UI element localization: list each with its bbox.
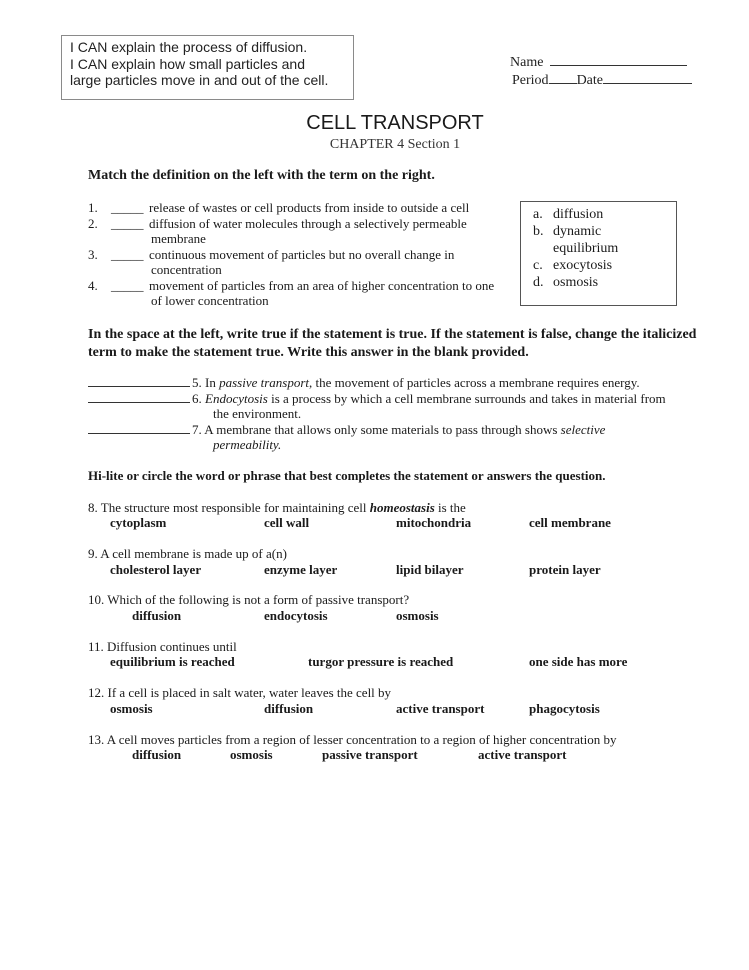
- name-row: [510, 53, 692, 71]
- answer-option[interactable]: cytoplasm: [110, 515, 167, 530]
- italic-term: passive transport: [219, 375, 310, 390]
- name-field[interactable]: [550, 53, 687, 66]
- emphasized-term: homeostasis: [369, 500, 435, 515]
- tf-item: [88, 391, 708, 422]
- answer-option[interactable]: active transport: [396, 701, 485, 716]
- period-label: Period: [512, 73, 549, 88]
- term-letter: d.: [533, 275, 544, 290]
- matching-definitions: [88, 200, 518, 309]
- multiple-choice-instruction: Hi-lite or circle the word or phrase that best completes the statement or answers the question.: [88, 468, 606, 483]
- terms-box: [520, 201, 677, 306]
- stem-text: is the: [434, 500, 466, 515]
- statement-text: A membrane that allows only some materials to pass through shows: [201, 421, 561, 437]
- answer-option[interactable]: cell membrane: [529, 515, 611, 530]
- stem-text: 8. The structure most responsible for maintaining cell: [88, 500, 370, 515]
- match-item: [88, 200, 518, 216]
- tf-item: [88, 375, 708, 391]
- item-number: 5.: [192, 375, 202, 390]
- date-label: Date: [576, 73, 603, 88]
- period-date-row: [510, 71, 692, 89]
- answer-option[interactable]: active transport: [478, 747, 567, 762]
- page-title: CELL TRANSPORT: [306, 112, 484, 134]
- definition-text-cont: membrane: [151, 231, 206, 246]
- definition-text: release of wastes or cell products from inside to outside a cell: [149, 200, 470, 215]
- term-item: [533, 257, 676, 274]
- answer-option[interactable]: lipid bilayer: [396, 562, 464, 577]
- italic-term-cont: permeability.: [213, 437, 282, 452]
- italic-term: Endocytosis: [205, 390, 268, 406]
- definition-text: continuous movement of particles but no overall change in: [149, 246, 455, 262]
- true-false-instruction: In the space at the left, write true if the statement is true. If the statement is false, change the italicized term to make the statement true. Write this answer in the blank provided.: [88, 327, 697, 360]
- item-number: 2.: [88, 215, 98, 231]
- match-item: [88, 216, 518, 247]
- term-letter: b.: [533, 224, 544, 239]
- learning-objectives-box: [61, 35, 354, 100]
- item-number: 6.: [192, 390, 202, 406]
- item-number: 1.: [88, 200, 98, 215]
- answer-blank[interactable]: _____: [111, 200, 144, 215]
- answer-option[interactable]: cell wall: [264, 515, 310, 530]
- answer-option[interactable]: osmosis: [396, 608, 439, 623]
- objective-line: I CAN explain the process of diffusion.: [70, 39, 308, 55]
- term-text: dynamic: [553, 224, 602, 239]
- question-stem: 11. Diffusion continues until: [88, 639, 237, 654]
- matching-instruction: Match the definition on the left with the term on the right.: [88, 168, 435, 183]
- answer-blank[interactable]: _____: [111, 215, 144, 231]
- answer-blank[interactable]: [88, 391, 190, 403]
- answer-option[interactable]: diffusion: [132, 608, 182, 623]
- term-letter: a.: [533, 207, 543, 222]
- answer-blank[interactable]: _____: [111, 246, 144, 262]
- term-text-cont: equilibrium: [553, 241, 619, 256]
- answer-option[interactable]: mitochondria: [396, 515, 472, 530]
- answer-option[interactable]: equilibrium is reached: [110, 654, 235, 669]
- answer-option[interactable]: enzyme layer: [264, 562, 338, 577]
- objective-line: large particles move in and out of the cell.: [70, 72, 329, 88]
- item-number: 4.: [88, 277, 98, 293]
- definition-text: movement of particles from an area of higher concentration to one: [149, 277, 495, 293]
- definition-text-cont: concentration: [151, 262, 222, 277]
- definition-text: diffusion of water molecules through a selectively permeable: [149, 215, 467, 231]
- statement-text: , the movement of particles across a membrane requires energy.: [309, 375, 640, 390]
- term-text: osmosis: [553, 275, 599, 290]
- question-stem: 13. A cell moves particles from a region of lesser concentration to a region of higher concentration by: [88, 732, 617, 747]
- question-stem: [88, 500, 466, 516]
- statement-text-cont: the environment.: [213, 406, 302, 421]
- term-item: [533, 206, 676, 223]
- student-info: [510, 53, 692, 89]
- italic-term: selective: [560, 421, 606, 437]
- definition-text-cont: of lower concentration: [151, 293, 269, 308]
- answer-blank[interactable]: [88, 375, 190, 387]
- name-label: Name: [510, 55, 544, 70]
- term-item: [533, 223, 676, 257]
- answer-option[interactable]: one side has more: [529, 654, 628, 669]
- question-stem: 12. If a cell is placed in salt water, water leaves the cell by: [88, 685, 392, 700]
- answer-option[interactable]: diffusion: [132, 747, 182, 762]
- item-number: 7.: [192, 421, 202, 437]
- match-item: [88, 278, 518, 309]
- question-stem: 9. A cell membrane is made up of a(n): [88, 546, 287, 561]
- tf-item: [88, 422, 708, 453]
- answer-option[interactable]: osmosis: [230, 747, 273, 762]
- statement-text: In: [201, 375, 220, 390]
- answer-option[interactable]: turgor pressure is reached: [308, 654, 454, 669]
- answer-blank[interactable]: _____: [111, 277, 144, 293]
- answer-option[interactable]: protein layer: [529, 562, 601, 577]
- term-item: [533, 274, 676, 291]
- answer-option[interactable]: passive transport: [322, 747, 418, 762]
- objective-line: I CAN explain how small particles and: [70, 55, 305, 72]
- date-field[interactable]: [603, 71, 692, 84]
- answer-blank[interactable]: [88, 422, 190, 434]
- statement-text: is a process by which a cell membrane surrounds and takes in material from: [267, 390, 666, 406]
- answer-option[interactable]: endocytosis: [264, 608, 328, 623]
- answer-option[interactable]: osmosis: [110, 701, 153, 716]
- answer-option[interactable]: cholesterol layer: [110, 562, 202, 577]
- answer-option[interactable]: diffusion: [264, 701, 314, 716]
- answer-option[interactable]: phagocytosis: [529, 701, 600, 716]
- term-letter: c.: [533, 258, 543, 273]
- true-false-items: [88, 375, 708, 453]
- item-number: 3.: [88, 246, 98, 262]
- period-field[interactable]: [549, 71, 577, 84]
- match-item: [88, 247, 518, 278]
- question-stem: 10. Which of the following is not a form of passive transport?: [88, 592, 410, 607]
- page-subtitle: CHAPTER 4 Section 1: [329, 137, 461, 152]
- term-text: diffusion: [553, 207, 604, 222]
- term-text: exocytosis: [553, 258, 613, 273]
